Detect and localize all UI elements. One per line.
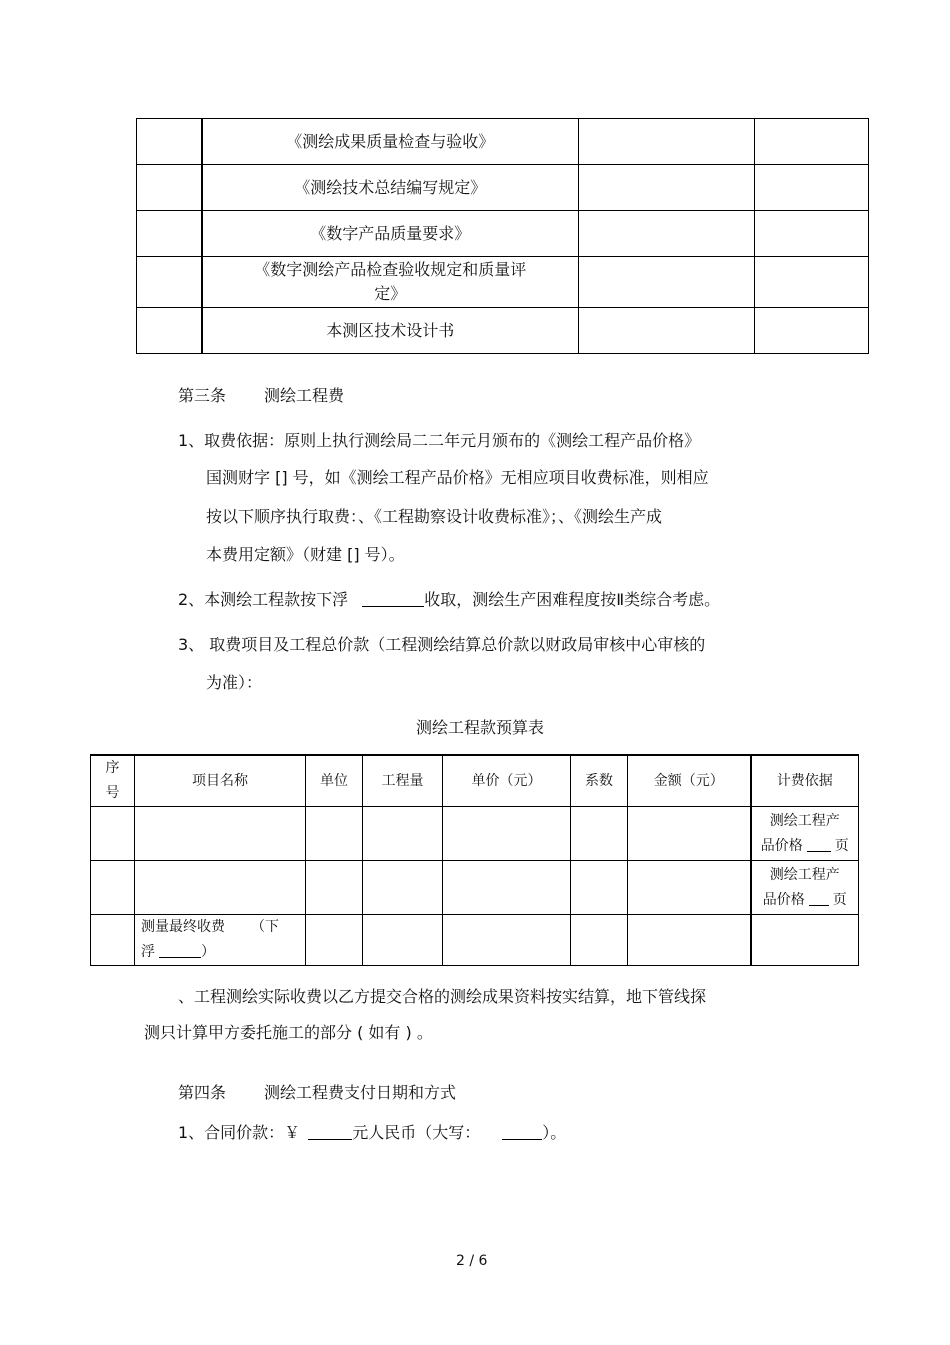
table-cell <box>755 211 869 257</box>
table-row <box>137 211 869 257</box>
final-fee-paren: （下 <box>251 919 279 935</box>
table-cell <box>571 861 628 915</box>
standard-name <box>202 257 579 308</box>
table-cell <box>628 915 751 966</box>
table-cell <box>91 915 135 966</box>
table-cell <box>135 807 306 861</box>
final-fee-line1 <box>141 915 305 940</box>
note-line1: 、工程测绘实际收费以乙方提交合格的测绘成果资料按实结算，地下管线探 <box>178 987 707 1006</box>
header-unit-price: 单价（元） <box>443 755 571 807</box>
note-line2: 测只计算甲方委托施工的部分 ( 如有 ) 。 <box>144 1023 433 1042</box>
table-row <box>137 165 869 211</box>
article3-item1-line3: 按以下顺序执行取费：、《工程勘察设计收费标准》；、《测绘生产成 <box>206 507 663 526</box>
table-row <box>91 861 859 915</box>
table-cell <box>751 915 859 966</box>
article3-title: 测绘工程费 <box>264 386 345 405</box>
standard-name: 本测区技术设计书 <box>202 308 579 354</box>
header-unit: 单位 <box>306 755 363 807</box>
basis-suffix: 页 <box>832 891 847 908</box>
article4-title: 测绘工程费支付日期和方式 <box>264 1083 457 1102</box>
table-row <box>91 807 859 861</box>
article4-number: 第四条 <box>178 1083 227 1102</box>
table-cell <box>755 119 869 165</box>
standard-name: 《数字产品质量要求》 <box>202 211 579 257</box>
article3-item1-line1: 1、取费依据：原则上执行测绘局二二年元月颁布的《测绘工程产品价格》 <box>178 431 701 450</box>
basis-cell <box>751 861 859 915</box>
final-fee-suffix: ） <box>201 944 215 960</box>
table-row <box>91 915 859 966</box>
table-cell <box>755 165 869 211</box>
discount-blank <box>362 590 424 607</box>
table-cell <box>579 119 755 165</box>
table-cell <box>755 257 869 308</box>
final-fee-prefix: 浮 <box>141 944 155 960</box>
article3-item3-line1: 3、 取费项目及工程总价款（工程测绘结算总价款以财政局审核中心审核的 <box>178 635 706 654</box>
final-fee-cell <box>135 915 306 966</box>
basis-suffix: 页 <box>834 837 849 854</box>
article4-item1-suffix: ）。 <box>542 1123 567 1142</box>
basis-line2 <box>752 834 859 859</box>
budget-table-title: 测绘工程款预算表 <box>416 718 545 737</box>
table-cell <box>91 807 135 861</box>
table-cell <box>579 257 755 308</box>
final-fee-label: 测量最终收费 <box>141 919 225 935</box>
article4-item1-prefix: 1、合同价款：￥ <box>178 1123 301 1142</box>
table-cell <box>755 308 869 354</box>
discount-blank <box>159 943 201 958</box>
article4-item1 <box>178 1121 566 1145</box>
table-cell <box>571 915 628 966</box>
table-cell <box>363 861 443 915</box>
table-header-row <box>91 755 859 807</box>
budget-table <box>90 754 859 966</box>
final-fee-line2 <box>141 940 305 965</box>
standard-name-line1: 《数字测绘产品检查验收规定和质量评 <box>254 260 527 279</box>
article3-number: 第三条 <box>178 386 227 405</box>
table-cell <box>91 861 135 915</box>
table-cell <box>363 915 443 966</box>
table-row <box>137 308 869 354</box>
price-blank <box>308 1123 352 1140</box>
header-seq-line1: 序 <box>105 760 120 776</box>
table-cell <box>443 861 571 915</box>
uppercase-amount-blank <box>502 1123 542 1140</box>
table-cell <box>628 861 751 915</box>
header-quantity: 工程量 <box>363 755 443 807</box>
table-cell <box>137 211 202 257</box>
article4-item1-middle: 元人民币（大写： <box>352 1123 481 1142</box>
table-cell <box>363 807 443 861</box>
basis-cell <box>751 807 859 861</box>
standard-name: 《测绘技术总结编写规定》 <box>202 165 579 211</box>
table-cell <box>137 308 202 354</box>
article3-heading <box>178 384 344 408</box>
table-cell <box>571 807 628 861</box>
header-amount: 金额（元） <box>628 755 751 807</box>
article3-item2 <box>178 588 720 612</box>
table-cell <box>137 119 202 165</box>
table-cell <box>137 165 202 211</box>
header-item-name: 项目名称 <box>135 755 306 807</box>
table-cell <box>579 308 755 354</box>
standards-table <box>136 118 869 354</box>
table-cell <box>135 861 306 915</box>
article3-item3-line2: 为准）： <box>206 673 263 692</box>
basis-prefix: 品价格 <box>762 891 805 908</box>
article3-item1-line4: 本费用定额》（财建 [] 号）。 <box>206 545 405 564</box>
header-seq <box>91 755 135 807</box>
basis-line2 <box>752 888 859 913</box>
header-seq-line2: 号 <box>105 785 120 801</box>
table-cell <box>306 861 363 915</box>
basis-prefix: 品价格 <box>760 837 803 854</box>
article3-item2-prefix: 2、本测绘工程款按下浮 <box>178 590 349 609</box>
header-basis: 计费依据 <box>751 755 859 807</box>
article4-heading <box>178 1081 456 1105</box>
header-coefficient: 系数 <box>571 755 628 807</box>
page-number: 2 / 6 <box>456 1253 488 1269</box>
article3-item1-line2: 国测财字 [] 号，如《测绘工程产品价格》无相应项目收费标准，则相应 <box>206 468 709 487</box>
table-cell <box>579 211 755 257</box>
table-cell <box>628 807 751 861</box>
table-cell <box>443 915 571 966</box>
page-blank <box>807 837 831 852</box>
standard-name-line2: 定》 <box>374 284 407 303</box>
table-cell <box>443 807 571 861</box>
table-cell <box>579 165 755 211</box>
table-row <box>137 257 869 308</box>
table-cell <box>137 257 202 308</box>
table-cell <box>306 915 363 966</box>
article3-item2-suffix: 收取，测绘生产困难程度按Ⅱ类综合考虑。 <box>424 590 721 609</box>
page-blank <box>809 891 829 906</box>
basis-line1: 测绘工程产 <box>769 866 840 883</box>
standard-name: 《测绘成果质量检查与验收》 <box>202 119 579 165</box>
table-cell <box>306 807 363 861</box>
table-row <box>137 119 869 165</box>
basis-line1: 测绘工程产 <box>769 812 840 829</box>
